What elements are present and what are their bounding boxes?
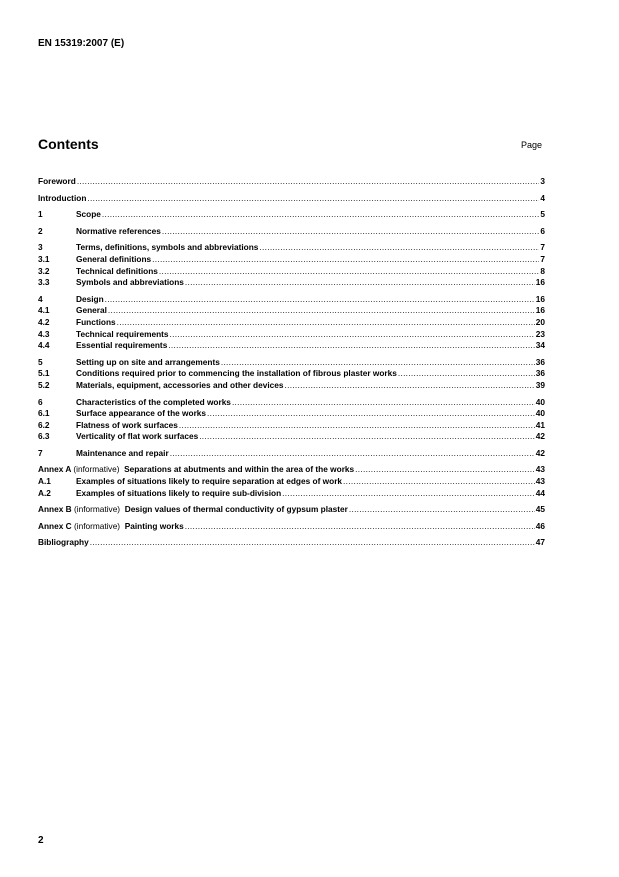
toc-entry[interactable] [38,254,545,266]
annex-label: Annex A [38,464,72,475]
dot-leader [170,448,535,460]
toc-entry-number: 3 [38,242,43,253]
dot-leader [117,317,535,329]
toc-entry-number: 6 [38,396,43,407]
toc-entry-page: 16 [535,305,545,316]
toc-entry[interactable] [38,176,545,188]
annex-title: Separations at abutments and within the area of the works [124,464,355,475]
annex-title: Design values of thermal conductivity of gypsum plaster [124,504,348,515]
toc-entry-title: General definitions [76,253,152,264]
dot-leader [355,464,535,476]
toc-entry-number: 4.3 [38,328,50,339]
annex-informative-label: (informative) [73,520,121,531]
toc-entry-page: 42 [535,431,545,442]
dot-leader [168,340,534,352]
toc-entry-title: Materials, equipment, accessories and other devices [76,379,284,390]
toc-entry-title: Normative references [76,225,161,236]
toc-entry[interactable] [38,305,545,317]
dot-leader [398,368,535,380]
toc-entry-title: Verticality of flat work surfaces [76,431,199,442]
toc-entry-page: 5 [540,209,545,220]
toc-entry-title: Examples of situations likely to require separation at edges of work [76,476,343,487]
dot-leader [87,193,539,205]
toc-entry[interactable] [38,521,545,533]
toc-group [38,464,545,499]
dot-leader [179,420,535,432]
toc-entry[interactable] [38,277,545,289]
toc-entry-page: 47 [535,537,545,548]
toc-entry-title: Flatness of work surfaces [76,419,178,430]
toc-entry-number: 5.2 [38,379,50,390]
toc-entry-page: 6 [540,225,545,236]
page-column-label: Page [521,140,543,150]
toc-entry-page: 36 [535,368,545,379]
toc-entry-title: Characteristics of the completed works [76,396,231,407]
toc-entry-title: Foreword [38,176,76,186]
toc-entry[interactable] [38,537,545,549]
toc-group [38,242,545,288]
toc-entry[interactable] [38,504,545,516]
dot-leader [105,294,535,306]
dot-leader [108,305,535,317]
toc-entry[interactable] [38,397,545,409]
toc-entry[interactable] [38,488,545,500]
toc-entry-number: 3.2 [38,265,50,276]
toc-group [38,448,545,460]
toc-entry[interactable] [38,329,545,341]
toc-entry-page: 44 [535,487,545,498]
toc-entry-page: 45 [535,504,545,515]
toc-group [38,357,545,392]
annex-label: Annex B [38,504,72,515]
toc-group [38,294,545,352]
dot-leader [207,408,535,420]
dot-leader [90,537,535,549]
toc-entry-number: A.1 [38,476,51,487]
toc-entry-number: 6.1 [38,408,50,419]
toc-entry-page: 3 [540,176,545,186]
toc-entry-title: Symbols and abbreviations [76,277,184,288]
toc-entry-page: 46 [535,520,545,531]
toc-entry[interactable] [38,420,545,432]
toc-entry-number: 5 [38,356,43,367]
toc-entry[interactable] [38,193,545,205]
toc-entry-page: 4 [540,192,545,203]
toc-entry-page: 23 [535,328,545,339]
dot-leader [170,329,535,341]
dot-leader [221,357,535,369]
toc-entry-number: 3.1 [38,253,50,264]
toc-entry-title: Scope [76,209,101,220]
dot-leader [162,226,540,238]
toc-entry-title: Functions [76,316,116,327]
toc-entry-title: Technical requirements [76,328,169,339]
toc-entry-page: 41 [535,419,545,430]
table-of-contents [38,176,545,554]
toc-entry-title: Design [76,293,104,304]
toc-entry-number: 6.3 [38,431,50,442]
toc-entry-title: Setting up on site and arrangements [76,356,220,367]
annex-label: Annex C [38,520,72,531]
toc-entry-number: 2 [38,225,43,236]
annex-title: Painting works [124,520,184,531]
toc-entry-page: 7 [540,253,545,264]
toc-entry-title: General [76,305,107,316]
toc-group [38,521,545,533]
toc-entry[interactable] [38,464,545,476]
toc-entry-page: 16 [535,277,545,288]
toc-entry[interactable] [38,294,545,306]
contents-heading: Contents [38,136,99,152]
toc-entry-number: A.2 [38,487,51,498]
toc-entry-title: Conditions required prior to commencing the installation of fibrous plaster works [76,368,397,379]
toc-entry-number: 5.1 [38,368,50,379]
dot-leader [199,431,535,443]
toc-entry[interactable] [38,431,545,443]
toc-entry-title: Technical definitions [76,265,158,276]
annex-informative-label: (informative) [73,504,121,515]
toc-entry-title [38,464,354,476]
toc-entry-number: 4 [38,293,43,304]
dot-leader [102,209,539,221]
dot-leader [343,476,535,488]
toc-entry[interactable] [38,340,545,352]
dot-leader [232,397,535,409]
toc-entry-page: 20 [535,316,545,327]
toc-entry[interactable] [38,226,545,238]
toc-entry-title: Introduction [38,192,87,203]
document-header: EN 15319:2007 (E) [38,38,125,49]
toc-group [38,176,545,188]
dot-leader [185,277,535,289]
toc-group [38,193,545,205]
toc-entry-page: 43 [535,464,545,475]
toc-entry-page: 40 [535,408,545,419]
toc-entry-title: Maintenance and repair [76,447,169,458]
toc-entry-page: 34 [535,340,545,351]
toc-entry-number: 7 [38,447,43,458]
toc-entry[interactable] [38,209,545,221]
toc-group [38,209,545,221]
toc-entry-page: 42 [535,447,545,458]
toc-entry[interactable] [38,380,545,392]
toc-group [38,397,545,443]
toc-group [38,504,545,516]
toc-entry-number: 1 [38,209,43,220]
toc-group [38,537,545,549]
toc-entry-page: 16 [535,293,545,304]
page-number: 2 [38,835,44,846]
dot-leader [77,176,540,188]
toc-entry-title [38,521,184,533]
toc-entry-number: 6.2 [38,419,50,430]
toc-entry-number: 4.4 [38,340,50,351]
annex-informative-label: (informative) [73,464,120,475]
toc-entry-page: 8 [540,265,545,276]
toc-entry[interactable] [38,408,545,420]
toc-entry[interactable] [38,357,545,369]
toc-entry-number: 3.3 [38,277,50,288]
toc-group [38,226,545,238]
toc-entry-page: 39 [535,379,545,390]
toc-entry-number: 4.2 [38,316,50,327]
toc-entry-title: Examples of situations likely to require sub-division [76,487,282,498]
toc-entry[interactable] [38,368,545,380]
toc-entry-title [38,504,348,516]
toc-entry-page: 43 [535,476,545,487]
toc-entry[interactable] [38,317,545,329]
toc-entry-title: Terms, definitions, symbols and abbreviations [76,242,259,253]
toc-entry[interactable] [38,448,545,460]
toc-entry[interactable] [38,476,545,488]
toc-entry-title: Bibliography [38,537,89,548]
dot-leader [285,380,535,392]
toc-entry-number: 4.1 [38,305,50,316]
toc-entry-page: 40 [535,396,545,407]
dot-leader [282,488,535,500]
dot-leader [259,242,539,254]
toc-entry[interactable] [38,266,545,278]
dot-leader [159,266,539,278]
dot-leader [185,521,535,533]
toc-entry-title: Essential requirements [76,340,168,351]
dot-leader [349,504,535,516]
toc-entry-page: 36 [535,356,545,367]
toc-entry[interactable] [38,242,545,254]
toc-entry-title: Surface appearance of the works [76,408,207,419]
toc-entry-page: 7 [540,242,545,253]
dot-leader [152,254,539,266]
